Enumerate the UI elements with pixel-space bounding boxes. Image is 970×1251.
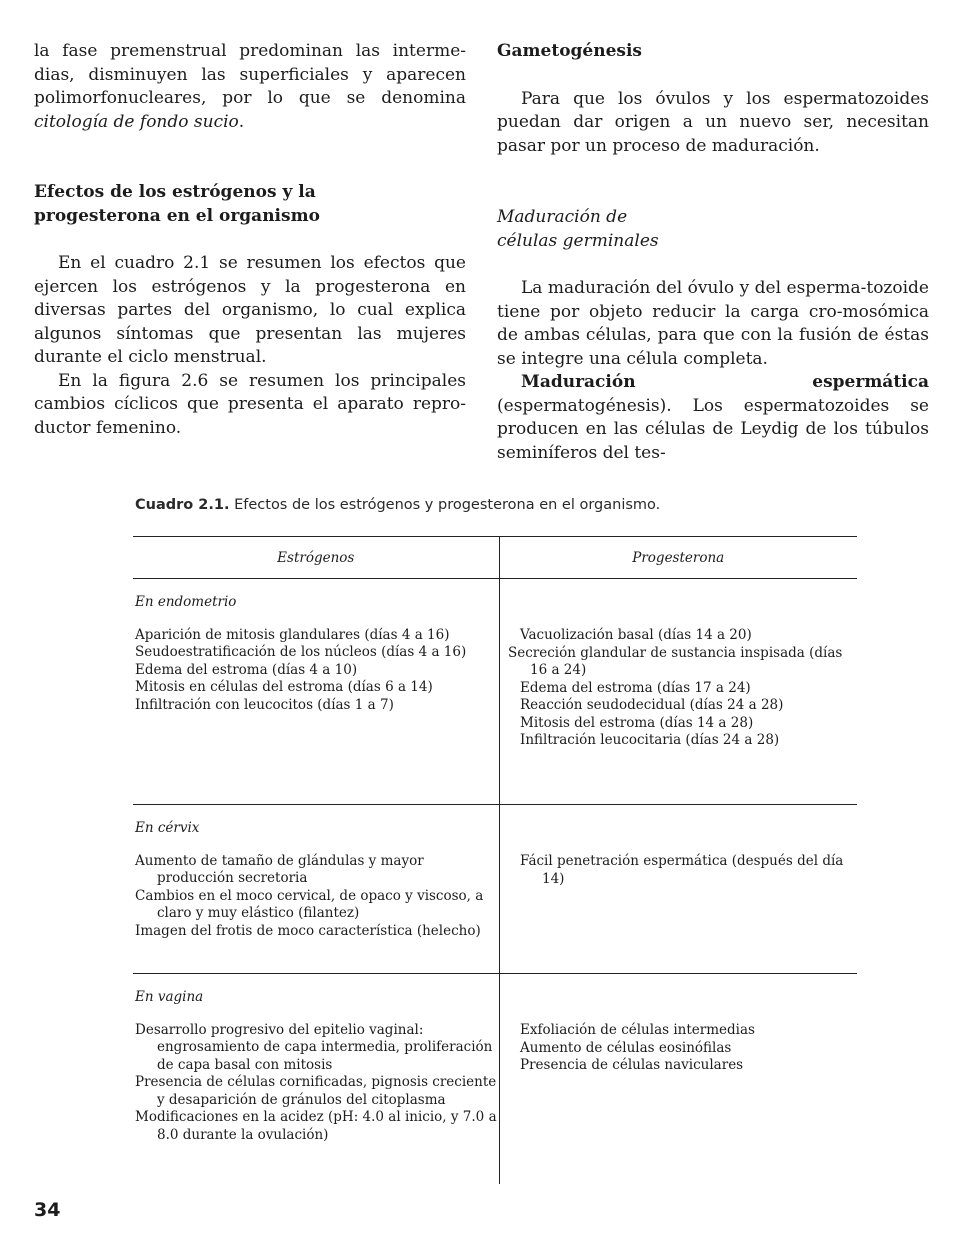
table-item: Aparición de mitosis glandulares (días 4 a 16) (135, 626, 450, 643)
table-item: Cambios en el moco cervical, de opaco y viscoso, a claro y muy elástico (filantez) (135, 887, 484, 921)
section-title: En endometrio (135, 594, 237, 610)
table-item: Edema del estroma (días 17 a 24) (520, 679, 751, 696)
left-paragraph-2: En el cuadro 2.1 se resumen los efectos que ejercen los estrógenos y la progesterona en diversas partes del organismo, lo cual explica algunos síntomas que presentan las mujeres durante el ciclo menstrual. (34, 253, 466, 367)
right-paragraph-2: La maduración del óvulo y del esperma-tozoide tiene por objeto reducir la carga cro-mosómica de ambas células, para que con la fusión de éstas se integre una célula completa. (497, 278, 929, 369)
left-paragraph-1: la fase premenstrual predominan las interme-dias, disminuyen las superficiales y aparecen polimorfonucleares, por lo que se denomina citología de fondo sucio. (34, 41, 466, 132)
section-title: En cérvix (135, 820, 200, 836)
right-column (497, 40, 929, 465)
caption-text: Efectos de los estrógenos y progesterona en el organismo. (229, 497, 661, 513)
section-heading-efectos: Efectos de los estrógenos y la progesterona en el organismo (34, 182, 320, 226)
page-number: 34 (34, 1199, 61, 1221)
table-item: Presencia de células cornificadas, pignosis creciente y desaparición de gránulos del citoplasma (135, 1074, 497, 1108)
italic-term: citología de fondo sucio (34, 111, 239, 132)
table-caption (135, 497, 660, 513)
bold-term: Maduración espermática (521, 372, 929, 392)
table-section-endometrio (133, 579, 857, 805)
header-progesterona: Progesterona (499, 537, 858, 578)
table-item: Vacuolización basal (días 14 a 20) (520, 627, 752, 643)
header-estrogenos: Estrógenos (277, 549, 355, 566)
table-section-cervix (133, 805, 857, 974)
section-heading-gametogenesis: Gametogénesis (497, 41, 643, 61)
table-item: Exfoliación de células intermedias (520, 1022, 755, 1038)
effects-table (133, 536, 857, 1184)
table-item: Secreción glandular de sustancia inspisada (días 16 a 24) (508, 644, 843, 678)
table-item: Desarrollo progresivo del epitelio vaginal: engrosamiento de capa intermedia, proliferación de capa basal con mitosis (135, 1021, 493, 1073)
table-header-row (133, 537, 857, 579)
table-item: Imagen del frotis de moco característica (helecho) (135, 922, 481, 939)
table-item: Fácil penetración espermática (después del día 14) (520, 853, 844, 887)
right-paragraph-3: Maduración espermática (espermatogénesis). Los espermatozoides se producen en las células de Leydig de los túbulos seminíferos del tes- (497, 372, 929, 463)
table-item: Modificaciones en la acidez (pH: 4.0 al inicio, y 7.0 a 8.0 durante la ovulación) (135, 1109, 497, 1143)
table-item: Mitosis en células del estroma (días 6 a 14) (135, 679, 433, 695)
table-item: Presencia de células naviculares (520, 1057, 744, 1073)
table-item: Mitosis del estroma (días 14 a 28) (520, 714, 754, 731)
table-item: Infiltración con leucocitos (días 1 a 7) (135, 696, 394, 713)
table-item: Aumento de tamaño de glándulas y mayor producción secretoria (135, 852, 424, 886)
subheading-maduracion: Maduración de células germinales (497, 207, 659, 251)
table-item: Seudoestratificación de los núcleos (días 4 a 16) (135, 644, 467, 660)
table-item: Infiltración leucocitaria (días 24 a 28) (520, 732, 780, 748)
caption-label: Cuadro 2.1. (135, 497, 230, 513)
left-column (34, 40, 466, 440)
section-title: En vagina (135, 989, 204, 1005)
table-item: Aumento de células eosinófilas (520, 1039, 732, 1056)
left-paragraph-3: En la figura 2.6 se resumen los principales cambios cíclicos que presenta el aparato repro-ductor femenino. (34, 370, 466, 438)
table-item: Reacción seudodecidual (días 24 a 28) (520, 697, 784, 713)
table-item: Edema del estroma (días 4 a 10) (135, 661, 358, 678)
table-section-vagina (133, 974, 857, 1184)
right-paragraph-1: Para que los óvulos y los espermatozoides puedan dar origen a un nuevo ser, necesitan pasar por un proceso de maduración. (497, 88, 929, 156)
